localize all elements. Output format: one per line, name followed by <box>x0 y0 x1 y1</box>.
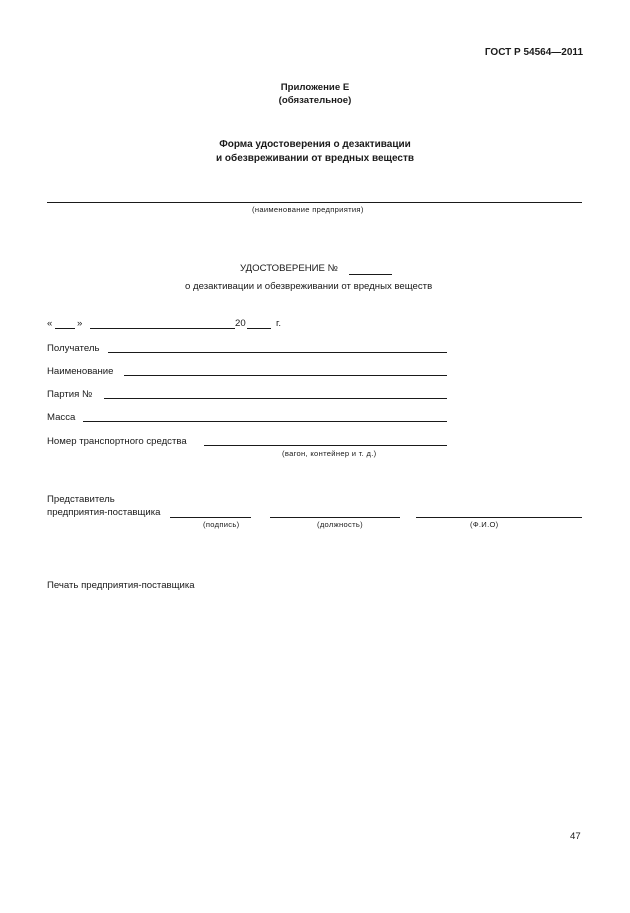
field-recipient-line <box>108 352 447 353</box>
field-batch-line <box>104 398 447 399</box>
page-number: 47 <box>570 831 581 842</box>
representative-line2: предприятия-поставщика <box>47 507 161 518</box>
date-year-prefix: 20 <box>235 318 246 329</box>
signature-caption: (подпись) <box>203 520 240 529</box>
position-line <box>270 517 400 518</box>
date-open-quote: « <box>47 318 53 329</box>
date-month-line <box>90 328 235 329</box>
standard-code: ГОСТ Р 54564—2011 <box>484 47 583 58</box>
certificate-subtitle: о дезактивации и обезвреживании от вредных веществ <box>185 281 433 292</box>
field-name-label: Наименование <box>47 366 114 377</box>
field-name-line <box>124 375 447 376</box>
stamp-label: Печать предприятия-поставщика <box>47 580 195 591</box>
field-vehicle-caption: (вагон, контейнер и т. д.) <box>282 449 377 458</box>
fio-line <box>416 517 582 518</box>
form-title-line1: Форма удостоверения о дезактивации <box>219 139 411 150</box>
fio-caption: (Ф.И.О) <box>470 520 499 529</box>
representative-line1: Представитель <box>47 494 115 505</box>
field-batch-label: Партия № <box>47 389 93 400</box>
certificate-heading: УДОСТОВЕРЕНИЕ № <box>240 263 338 274</box>
field-vehicle-line <box>204 445 447 446</box>
field-recipient-label: Получатель <box>47 343 100 354</box>
signature-line <box>170 517 251 518</box>
date-year-line <box>247 328 271 329</box>
appendix-title: Приложение Е <box>280 82 350 93</box>
appendix-status: (обязательное) <box>278 95 352 106</box>
form-title-line2: и обезвреживании от вредных веществ <box>215 153 415 164</box>
date-year-suffix: г. <box>276 318 281 329</box>
date-close-quote: » <box>77 318 83 329</box>
field-mass-line <box>83 421 447 422</box>
field-vehicle-label: Номер транспортного средства <box>47 436 187 447</box>
enterprise-name-line <box>47 202 582 203</box>
field-mass-label: Масса <box>47 412 76 423</box>
position-caption: (должность) <box>317 520 364 529</box>
certificate-number-line <box>349 274 392 275</box>
enterprise-caption: (наименование предприятия) <box>252 205 364 214</box>
date-day-line <box>55 328 75 329</box>
